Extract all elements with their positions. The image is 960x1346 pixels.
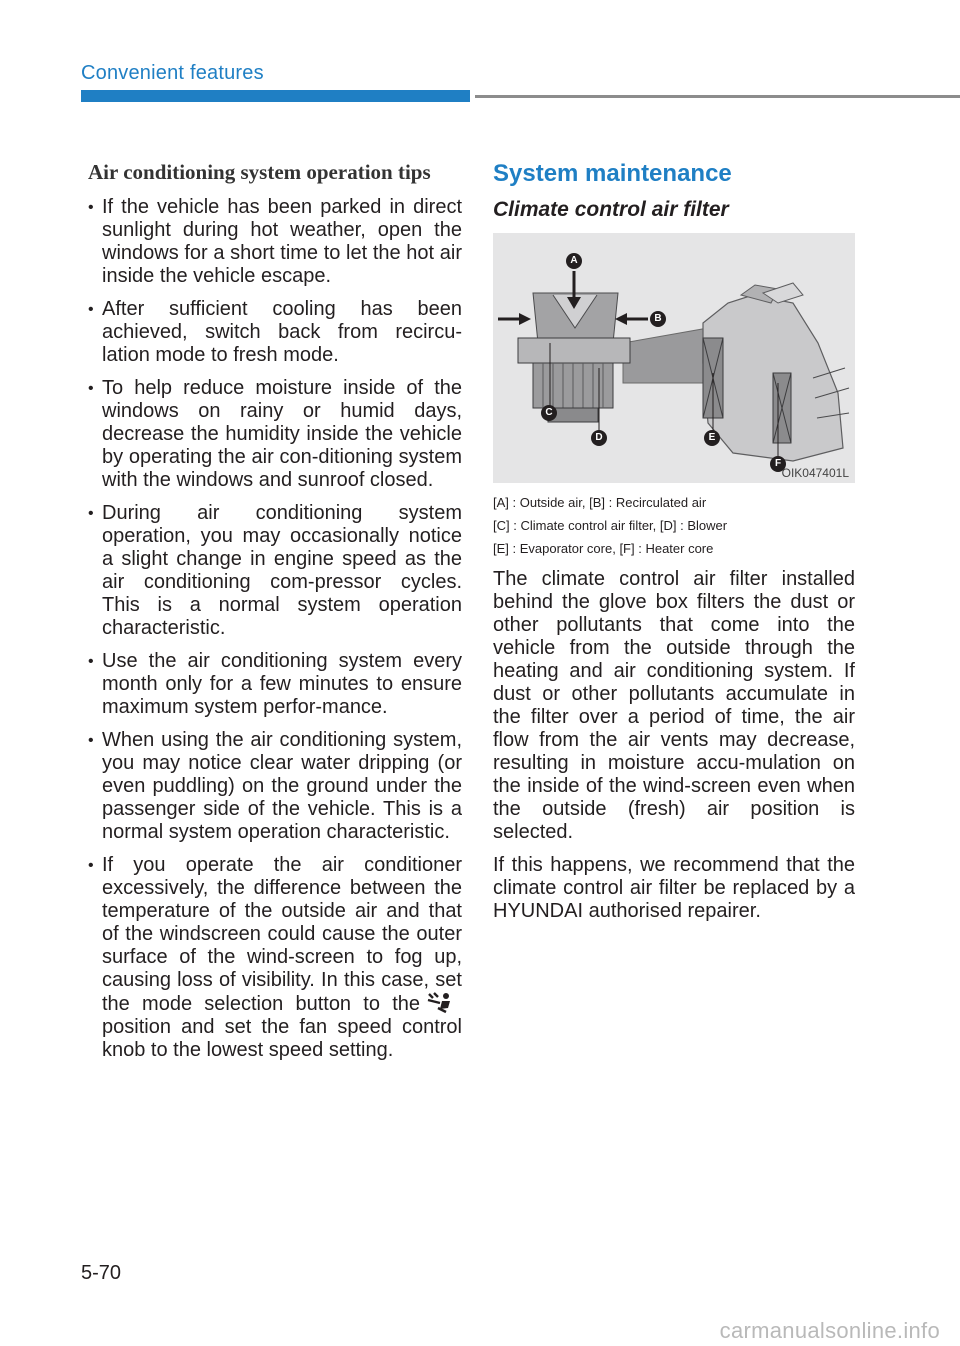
list-item: • To help reduce moisture inside of the windows on rainy or humid days, decrease the humidity inside the vehicle by operating the air con-ditioning system with the windows and sunroof closed.: [88, 377, 462, 492]
tips-heading: Air conditioning system operation tips: [88, 160, 431, 184]
body-paragraph: The climate control air filter installed behind the glove box filters the dust or other pollutants that come into the vehicle from the outside through the heating and air conditioning system. If dust or other pollutants accumulate in the filter over a period of time, the air flow from the air vents may decrease, resulting in moisture accu-mulation on the inside of the wind-screen even when the outside (fresh) air position is selected.: [493, 568, 855, 843]
maintenance-heading: System maintenance: [493, 160, 732, 187]
list-item: • Use the air conditioning system every month only for a few minutes to ensure maximum system perfor-mance.: [88, 650, 462, 719]
figure-code: OIK047401L: [781, 466, 849, 480]
list-item: • If the vehicle has been parked in direct sunlight during hot weather, open the windows for a short time to let the hot air inside the vehicle escape.: [88, 196, 462, 288]
label-f: F: [770, 456, 786, 472]
label-e: E: [704, 430, 720, 446]
label-a: A: [566, 253, 582, 269]
body-paragraph: If this happens, we recommend that the climate control air filter be replaced by a HYUNDAI authorised repairer.: [493, 854, 855, 922]
watermark: carmanualsonline.info: [719, 1318, 940, 1343]
hvac-unit-illustration: [493, 233, 855, 483]
list-item: • When using the air conditioning system, you may notice clear water dripping (or even puddling) on the ground under the passenger side of the vehicle. This is a normal system operation characteristic.: [88, 729, 462, 844]
section-title: Convenient features: [81, 62, 264, 84]
caption-line: [C] : Climate control air filter, [D] : Blower: [493, 518, 728, 533]
label-d: D: [591, 430, 607, 446]
right-column: [493, 160, 855, 933]
header-accent-bar: [81, 90, 470, 102]
left-column: [88, 160, 462, 1072]
filter-subheading: Climate control air filter: [493, 198, 729, 221]
air-filter-diagram: [493, 233, 855, 483]
label-b: B: [650, 311, 666, 327]
caption-line: [A] : Outside air, [B] : Recirculated air: [493, 495, 707, 510]
caption-line: [E] : Evaporator core, [F] : Heater core: [493, 541, 714, 556]
page-number: 5-70: [81, 1262, 122, 1284]
header-divider: [475, 95, 960, 98]
list-item: [88, 854, 462, 1062]
tips-list: [88, 196, 462, 1062]
tip-text-after-icon: position and set the fan speed control knob to the lowest speed setting.: [102, 1016, 462, 1061]
list-item: • After sufficient cooling has been achieved, switch back from recircu-lation mode to fresh mode.: [88, 298, 462, 367]
list-item: • During air conditioning system operation, you may occasionally notice a slight change in engine speed as the air conditioning com-pressor cycles. This is a normal system operation characteristic.: [88, 502, 462, 640]
label-c: C: [541, 405, 557, 421]
floor-defrost-mode-icon: [426, 992, 456, 1014]
tip-text-before-icon: If you operate the air conditioner excessively, the difference between the temperature of the outside air and that of the windscreen could cause the outer surface of the wind-screen to fog up, causing loss of visibility. In this case, set the mode selection button to the: [102, 854, 462, 1015]
